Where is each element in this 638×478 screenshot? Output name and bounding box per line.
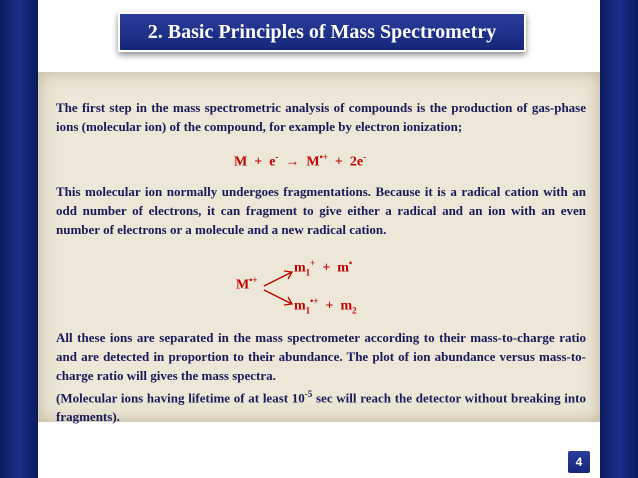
top-plus: + — [322, 260, 331, 276]
parent-ion-symbol: M — [236, 277, 250, 293]
bottom-ion: m — [294, 298, 306, 314]
right-side-bar — [600, 0, 638, 478]
content-panel — [38, 72, 600, 425]
arrow-up-line — [264, 272, 292, 286]
eq-molecular-ion: M — [306, 154, 320, 170]
lifetime-exponent: -5 — [304, 389, 313, 399]
eq-arrow: → — [285, 154, 300, 170]
top-radical-dot: • — [348, 258, 353, 268]
eq-electron: e — [269, 154, 276, 170]
bottom-plus: + — [325, 298, 334, 314]
eq-two-electrons-charge: - — [363, 152, 367, 162]
fragmentation-arrows — [262, 268, 296, 308]
lifetime-note — [56, 385, 586, 426]
eq-two-electrons: 2e — [349, 154, 364, 170]
page-number-badge: 4 — [567, 450, 591, 474]
fragment-path-radical — [294, 258, 352, 277]
intro-paragraph: The first step in the mass spectrometric analysis of compounds is the production of gas-phase ions (molecular ion) of the compound, for example by electron ionization; — [56, 100, 586, 134]
top-radical: m — [337, 260, 349, 276]
lifetime-note-part2: sec will reach the detector without breaking into fragments). — [56, 390, 586, 425]
ionization-equation — [234, 152, 366, 171]
bottom-molecule: m — [340, 298, 353, 314]
eq-electron-charge: - — [275, 152, 279, 162]
slide-title: 2. Basic Principles of Mass Spectrometry — [147, 20, 497, 43]
left-side-bar — [0, 0, 38, 478]
arrow-down-line — [264, 290, 292, 304]
fragment-path-molecule — [294, 296, 357, 315]
fragment-parent-ion — [236, 275, 258, 294]
eq-molecule: M — [234, 154, 248, 170]
eq-molecular-ion-charge: •+ — [319, 152, 328, 162]
eq-plus-2: + — [334, 154, 343, 170]
slide-title-box — [118, 12, 526, 52]
parent-ion-charge: •+ — [249, 275, 258, 285]
top-ion-charge: + — [310, 258, 316, 268]
bottom-molecule-sub: 2 — [352, 305, 357, 316]
bottom-ion-sub: 1 — [305, 305, 311, 316]
lifetime-note-part1: (Molecular ions having lifetime of at least 10 — [56, 390, 305, 406]
separation-paragraph — [56, 328, 586, 426]
separation-text: All these ions are separated in the mass spectrometer according to their mass-to-charge ratio and are detected in proportion to their abundance. The plot of ion abundance versus mass-to-charge ratio will gives the mass spectra. — [56, 330, 586, 383]
top-ion: m — [294, 260, 306, 276]
bottom-ion-charge: •+ — [310, 296, 319, 306]
top-ion-sub: 1 — [305, 267, 311, 278]
fragmentation-paragraph: This molecular ion normally undergoes fragmentations. Because it is a radical cation with an odd number of electrons, it can fragment to give either a radical and an ion with an even number of electrons or a molecule and a new radical cation. — [56, 184, 586, 237]
eq-plus-1: + — [254, 154, 263, 170]
